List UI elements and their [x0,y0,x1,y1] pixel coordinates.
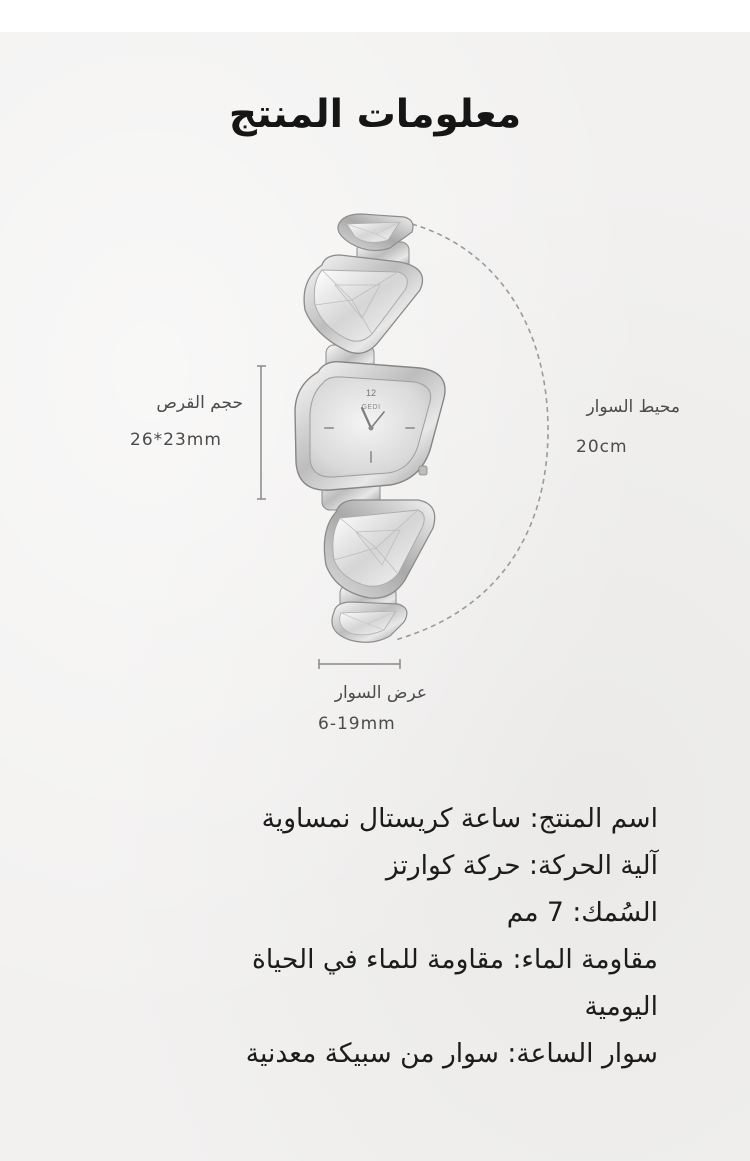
spec-water-resistance: مقاومة الماء: مقاومة للماء في الحياة [251,944,658,975]
dial-size-bracket [257,366,266,499]
dial-size-label: حجم القرص [156,393,243,413]
circumference-label: محيط السوار [586,397,680,417]
watch-case [295,362,445,490]
page-title: معلومات المنتج [228,92,522,137]
watch-crown [419,466,427,475]
spec-thickness: السُمك: 7 مم [506,897,658,928]
spec-product-name: اسم المنتج: ساعة كريستال نمساوية [261,803,658,834]
spec-strap: سوار الساعة: سوار من سبيكة معدنية [245,1038,658,1069]
bracelet-width-label: عرض السوار [334,683,427,703]
spec-movement: آلية الحركة: حركة كوارتز [385,850,658,881]
gem-link-upper [304,255,422,353]
dial-size-value: 26*23mm [130,430,222,450]
product-specs [78,795,658,1077]
circumference-value: 20cm [576,437,628,457]
dial-marker-12: 12 [365,388,377,398]
bracelet-width-value: 6-19mm [318,714,396,734]
gem-link-bottom [332,602,407,642]
bracelet-width-bracket [319,659,400,669]
spec-water-resistance-cont: اليومية [584,991,658,1022]
gem-link-lower [324,500,434,598]
brand-logo-text: GEDI [361,404,381,411]
